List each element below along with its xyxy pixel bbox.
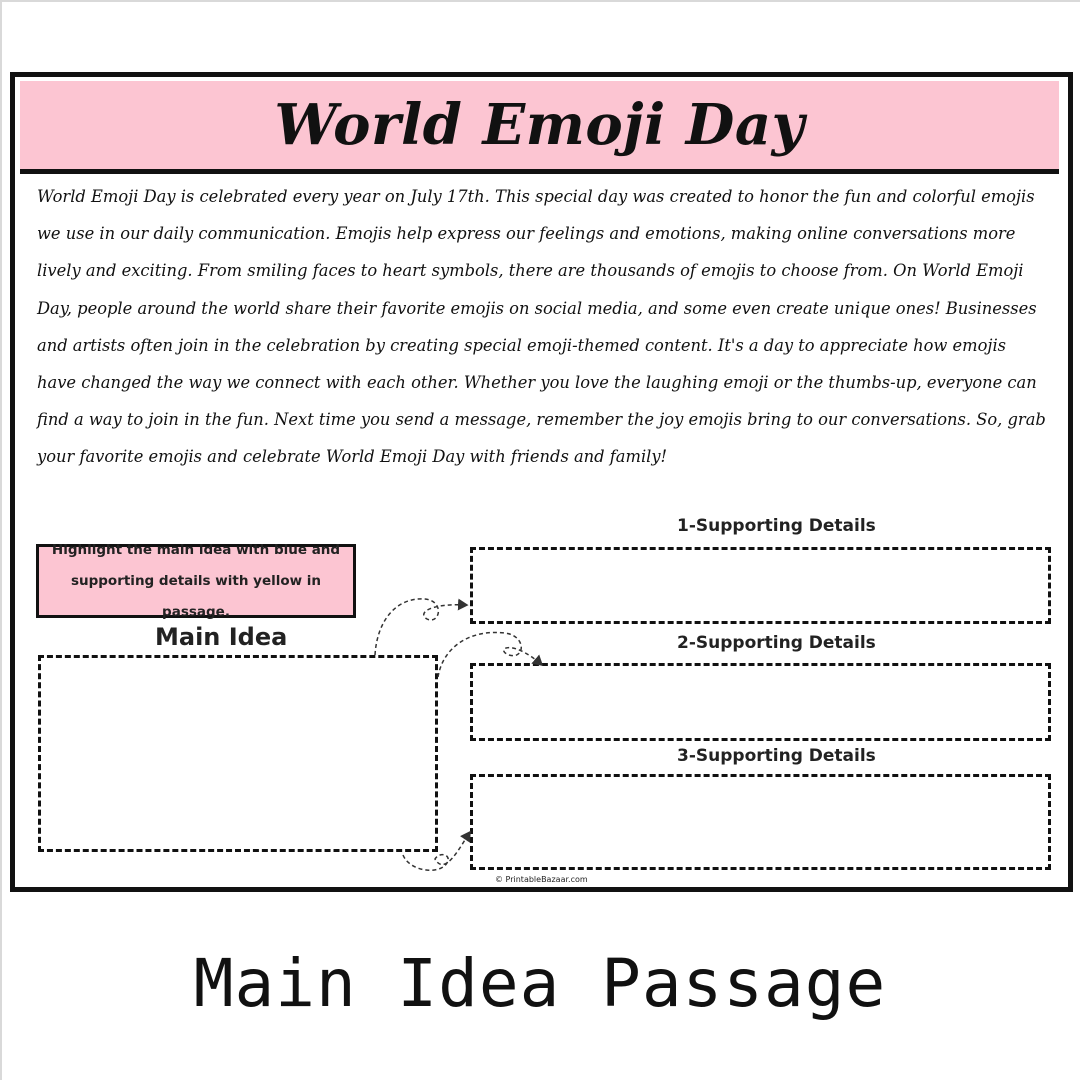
title-band [20,81,1059,174]
page-caption: Main Idea Passage [193,945,887,1022]
supporting-detail-1-box[interactable] [470,547,1051,624]
instruction-box [36,541,356,620]
main-idea-box[interactable] [38,655,438,852]
supporting-detail-3-box[interactable] [470,774,1051,870]
copyright-notice: © PrintableBazaar.com [495,875,588,884]
reading-passage: World Emoji Day is celebrated every year on July 17th. This special day was created to honor the fun and colorful emojis we use in our daily communication. Emojis help express our feelings and emotions, making online conversations more lively and exciting. From smiling faces to heart symbols, there are thousands of emojis to choose from. On World Emoji Day, people around the world share their favorite emojis on social media, and some even create unique ones! Businesses and artists often join in the celebration by creating special emoji-themed content. It's a day to appreciate how emojis have changed the way we connect with each other. Whether you love the laughing emoji or the thumbs-up, everyone can find a way to join in the fun. Next time you send a message, remember the joy emojis bring to our conversations. So, grab your favorite emojis and celebrate World Emoji Day with friends and family! [37,187,1046,467]
instruction-text: Highlight the main idea with blue and supporting details with yellow in passage. [51,541,341,620]
supporting-detail-2-label: 2-Supporting Details [677,633,876,653]
supporting-detail-2-box[interactable] [470,663,1051,741]
worksheet-title: World Emoji Day [274,92,805,158]
page-edge-left [0,0,2,1080]
worksheet [10,72,1073,892]
supporting-detail-3-label: 3-Supporting Details [677,746,876,766]
supporting-detail-1-label: 1-Supporting Details [677,516,876,536]
page-edge-top [0,0,1080,2]
arrow-to-detail-1 [375,599,467,655]
main-idea-label: Main Idea [155,623,288,651]
